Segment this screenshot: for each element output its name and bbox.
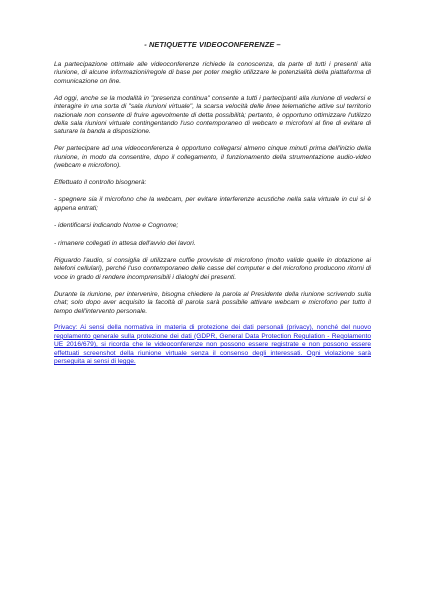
intervention-paragraph: Durante la riunione, per intervenire, bisogna chiedere la parola al Presidente della riunione scrivendo sulla chat; solo dopo aver acquisito la facoltà di parola sarà possibile attivare webcam e microfono per tutto il tempo dell'intervento personale.: [54, 290, 371, 315]
connection-paragraph: Per partecipare ad una videoconferenza è opportuno collegarsi almeno cinque minuti prima dell'inizio della riunione, in modo da consentire, dopo il collegamento, il funzionamento della strumentazione audio-video (webcam e microfono).: [54, 145, 371, 170]
bandwidth-paragraph: Ad oggi, anche se la modalità in "presenza continua" consente a tutti i partecipanti alla riunione di vedersi e interagire in una sorta di "sala riunioni virtuale", la scarsa velocità delle linee telematiche attive sul territorio nazionale non consente di fruire agevolmente di detta possibilità; pertanto, è opportuno ottimizzare l'utilizzo della sala riunioni virtuale contingentando l'uso contemporaneo di webcam e microfoni al fine di evitare di saturare la banda a disposizione.: [54, 94, 371, 136]
checklist-intro: Effettuato il controllo bisognerà:: [54, 178, 147, 186]
page-title: - NETIQUETTE VIDEOCONFERENZE –: [144, 40, 281, 49]
privacy-notice-link[interactable]: Privacy: Ai sensi della normativa in materia di protezione dei dati personali (privacy), nonché del nuovo regolamento generale sulla protezione dei dati (GDPR, General Data Protection Regulation - Regolamento UE 2016/679), si ricorda che le videoconferenze non possono essere registrate e non possono essere effettuati screenshot della riunione virtuale senza il consenso degli interessati. Ogni violazione sarà perseguita ai sensi di legge.: [54, 324, 371, 366]
audio-paragraph: Riguardo l'audio, si consiglia di utilizzare cuffie provviste di microfono (molto valide quelle in dotazione ai telefoni cellulari), perché l'uso contemporaneo delle casse del computer e del microfono producono ritorni di voce in grado di rendere incomprensibili i dialoghi dei presenti.: [54, 257, 371, 281]
checklist-item-mute: - spegnere sia il microfono che la webcam, per evitare interferenze acustiche nella sala virtuale in cui si è appena entrati;: [54, 196, 371, 212]
checklist-item-identify: - identificarsi indicando Nome e Cognome;: [54, 222, 179, 230]
checklist-item-wait: - rimanere collegati in attesa dell'avvio dei lavori.: [54, 239, 196, 247]
intro-paragraph: La partecipazione ottimale alle videoconferenze richiede la conoscenza, da parte di tutti i presenti alla riunione, di alcune informazioni/regole di base per poter meglio utilizzare le potenzialità della piattaforma di comunicazione on line.: [54, 61, 371, 85]
